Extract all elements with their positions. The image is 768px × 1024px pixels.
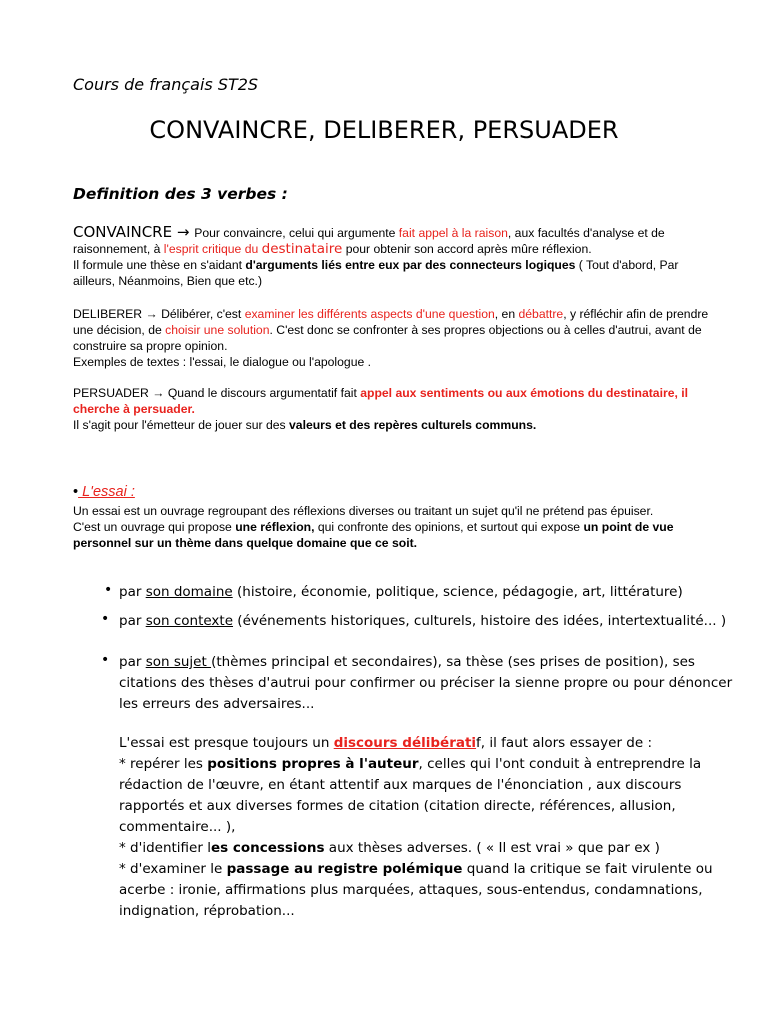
convaincre-paragraph: CONVAINCRE → Pour convaincre, celui qui argumente fait appel à la raison, aux facultés d'analyse et de raisonnement, à l'esprit critique du destinataire pour obtenir son accord après mûre réflexion. Il formule une thèse en s'aidant d'arguments liés entre eux par des connecteurs logiques ( Tout d'abord, Par ailleurs, Néanmoins, Bien que etc.) (73, 223, 679, 288)
deliberatif-paragraph: L'essai est presque toujours un discours délibératif, il faut alors essayer de : * repérer les positions propres à l'auteur, celles qui l'ont conduit à entreprendre la rédaction de l'œuvre, en étant attentif aux marques de l'énonciation , aux discours rapportés et aux diverses formes de citation (citation directe, références, allusion, commentaire... ), * d'identifier les concessions aux thèses adverses. ( « Il est vrai » que par ex ) * d'examiner le passage au registre polémique quand la critique se fait virulente ou acerbe : ironie, affirmations plus marquées, attaques, sous-entendus, condamnations, indignation, réprobation... (119, 735, 713, 919)
arrow-icon: → (142, 307, 162, 321)
bullet-icon: • (101, 611, 110, 627)
bullet-icon: • (101, 652, 110, 668)
essai-heading-label: L'essai : (78, 484, 135, 500)
arrow-icon: → (148, 386, 168, 400)
list-item: par son contexte (événements historiques, culturels, histoire des idées, intertextualité... ) (119, 613, 727, 629)
course-subtitle: Cours de français ST2S (73, 75, 259, 94)
persuader-paragraph: PERSUADER → Quand le discours argumentatif fait appel aux sentiments ou aux émotions du destinataire, il cherche à persuader. Il s'agit pour l'émetteur de jouer sur des valeurs et des repères culturels communs. (73, 386, 689, 432)
page-title: CONVAINCRE, DELIBERER, PERSUADER (149, 116, 619, 144)
definition-heading: Definition des 3 verbes : (73, 185, 288, 203)
persuader-term: PERSUADER (73, 386, 149, 400)
bullet-icon: • (104, 582, 113, 598)
convaincre-term: CONVAINCRE (73, 223, 173, 241)
bullet-icon: • (73, 484, 79, 500)
list-item: par son domaine (histoire, économie, politique, science, pédagogie, art, littérature) (119, 584, 683, 600)
essai-heading (73, 484, 135, 500)
deliberer-paragraph: DELIBERER → Délibérer, c'est examiner les différents aspects d'une question, en débattre, y réfléchir afin de prendre une décision, de choisir une solution. C'est donc se confronter à ses propres objections ou à celles d'autrui, avant de construire sa propre opinion. Exemples de textes : l'essai, le dialogue ou l'apologue . (73, 307, 709, 369)
arrow-icon: → (172, 223, 195, 241)
deliberer-term: DELIBERER (73, 307, 143, 321)
list-item: par son sujet (thèmes principal et secondaires), sa thèse (ses prises de position), ses citations des thèses d'autrui pour confirmer ou préciser la sienne propre ou pour dénoncer les erreurs des adversaires... (119, 654, 733, 712)
essai-paragraph: Un essai est un ouvrage regroupant des réflexions diverses ou traitant un sujet qu'il ne prétend pas épuiser. C'est un ouvrage qui propose une réflexion, qui confronte des opinions, et surtout qui expose un point de vue personnel sur un thème dans quelque domaine que ce soit. (73, 504, 674, 550)
